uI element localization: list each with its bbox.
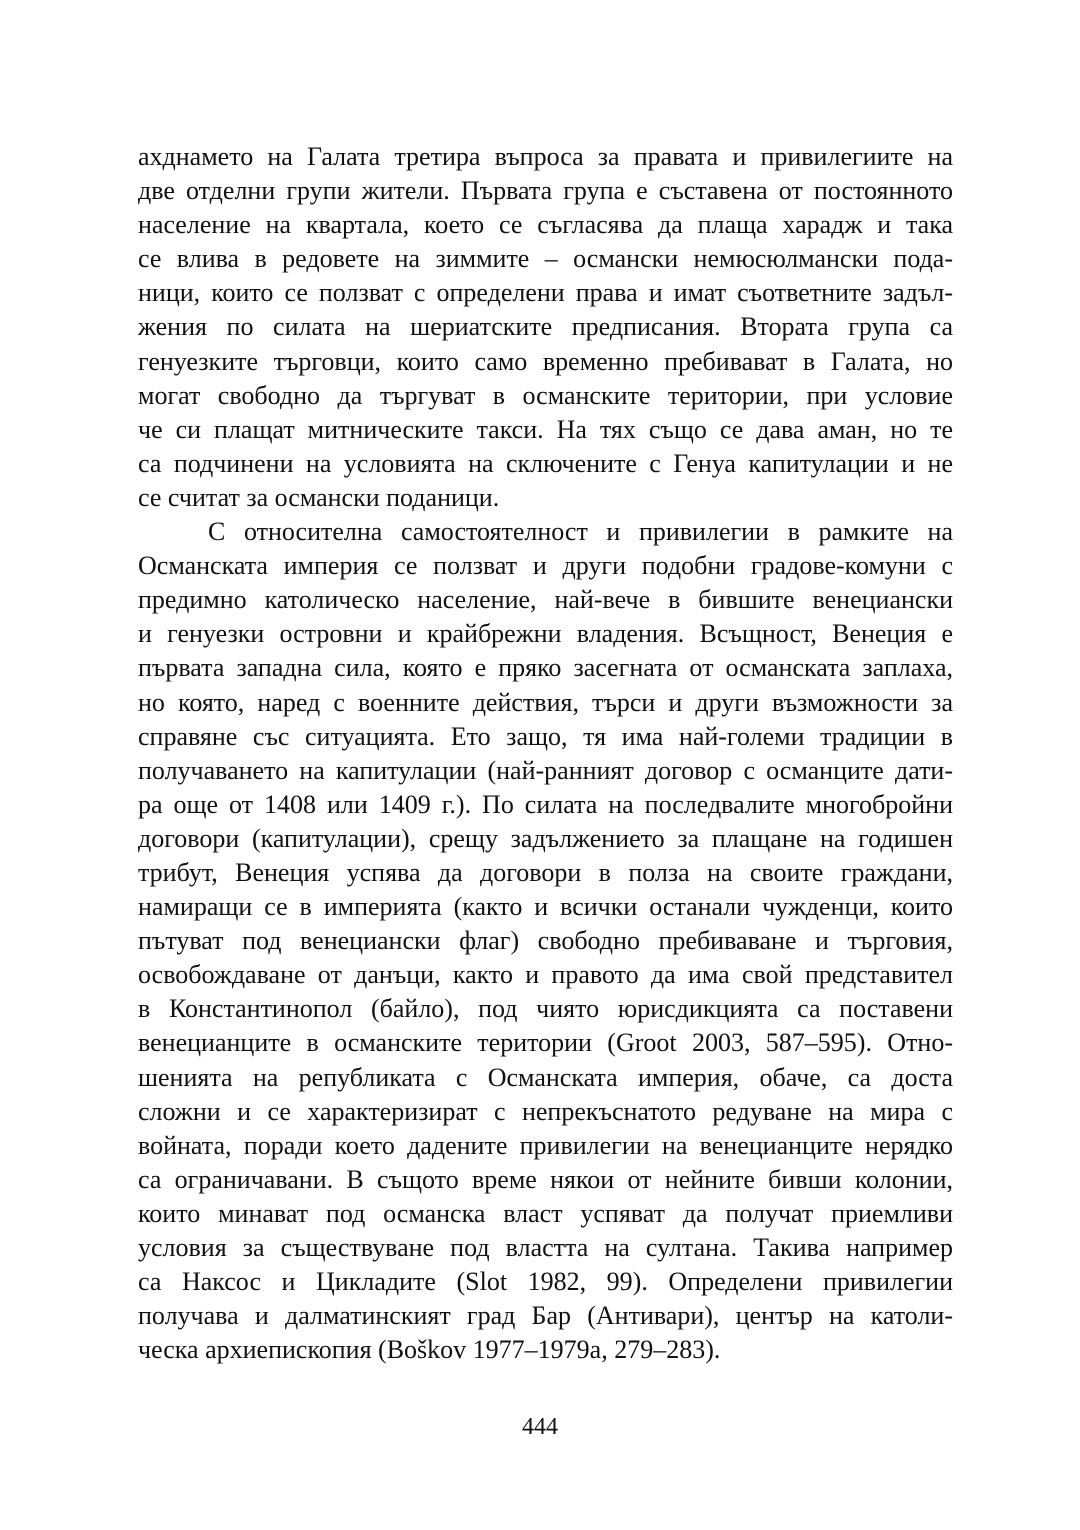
text-line: намиращи се в империята (както и всички останали чужденци, които — [138, 892, 953, 922]
text-line: две отделни групи жители. Първата група е съставена от постоянното — [138, 176, 953, 206]
text-line: ници, които се ползват с определени права и имат съответните задъл- — [138, 278, 953, 308]
text-line: са ограничавани. В същото време някои от нейните бивши колонии, — [138, 1164, 953, 1194]
text-line: трибут, Венеция успява да договори в полза на своите граждани, — [138, 857, 953, 887]
text-line: генуезките търговци, които само временно пребивават в Галата, но — [138, 346, 953, 376]
text-line: предимно католическо население, най-вече в бившите венециански — [138, 585, 953, 615]
text-line: могат свободно да търгуват в османските територии, при условие — [138, 380, 953, 410]
paragraph — [138, 140, 953, 515]
text-line: получава и далматинският град Бар (Антивари), център на католи- — [138, 1301, 953, 1331]
text-line: се считат за османски поданици. — [138, 482, 500, 512]
text-line: венецианците в османските територии (Groot 2003, 587–595). Отно- — [138, 1028, 953, 1058]
text-line: шенията на републиката с Османската империя, обаче, са доста — [138, 1062, 953, 1092]
text-line: че си плащат митническите такси. На тях също се дава аман, но те — [138, 414, 953, 444]
page-number: 444 — [522, 1414, 558, 1440]
text-line: в Константинопол (байло), под чиято юрисдикцията са поставени — [138, 994, 953, 1024]
text-line: справяне със ситуацията. Ето защо, тя има най-големи традиции в — [138, 721, 953, 751]
text-line: и генуезки островни и крайбрежни владения. Всъщност, Венеция е — [138, 619, 953, 649]
text-line: пътуват под венециански флаг) свободно пребиваване и търговия, — [138, 926, 953, 956]
text-line: жения по силата на шериатските предписания. Втората група са — [138, 312, 953, 342]
text-line: условия за съществуване под властта на султана. Такива например — [138, 1233, 953, 1262]
text-line: но която, наред с военните действия, търси и други възможности за — [138, 687, 953, 717]
text-line: ахднамето на Галата третира въпроса за правата и привилегиите на — [138, 142, 953, 171]
text-line: получаването на капитулации (най-ранният договор с османците дати- — [138, 755, 953, 785]
text-line: население на квартала, което се съгласява да плаща харадж и така — [138, 210, 953, 240]
text-line: са Наксос и Цикладите (Slot 1982, 99). Определени привилегии — [138, 1267, 953, 1297]
text-line: ческа архиепископия (Boškov 1977–1979a, 279–283). — [138, 1335, 721, 1365]
text-line: сложни и се характеризират с непрекъснатото редуване на мира с — [138, 1096, 953, 1126]
text-line: са подчинени на условията на сключените с Генуа капитулации и не — [138, 448, 953, 478]
text-line: С относителна самостоятелност и привилегии в рамките на — [208, 517, 953, 547]
text-line: освобождаване от данъци, както и правото да има свой представител — [138, 960, 953, 990]
body-text — [138, 140, 953, 1367]
text-line: които минават под османска власт успяват да получат приемливи — [138, 1198, 953, 1228]
text-line: ра още от 1408 или 1409 г.). По силата на последвалите многобройни — [138, 789, 953, 819]
text-line: първата западна сила, която е пряко засегната от османската заплаха, — [138, 653, 953, 683]
text-line: Османската империя се ползват и други подобни градове-комуни с — [138, 551, 953, 581]
text-line: войната, поради което дадените привилегии на венецианците нерядко — [138, 1130, 953, 1160]
text-line: договори (капитулации), срещу задължението за плащане на годишен — [138, 823, 953, 853]
paragraph — [138, 515, 953, 1367]
text-line: се влива в редовете на зиммите – османски немюсюлмански пода- — [138, 244, 953, 274]
